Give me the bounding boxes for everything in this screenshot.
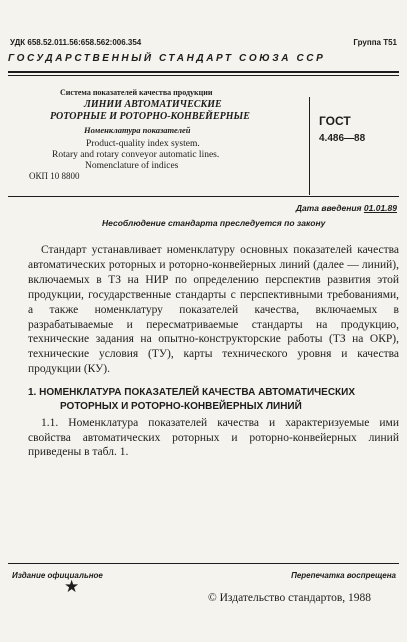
okp-code: ОКП 10 8800 <box>29 171 80 181</box>
english-title-line-2: Rotary and rotary conveyor automatic lines. <box>52 150 220 160</box>
english-title-line-3: Nomenclature of indices <box>85 161 179 171</box>
footer-rule <box>8 563 399 564</box>
effective-date <box>296 203 397 213</box>
effective-date-value: 01.01.89 <box>363 203 397 213</box>
section-paragraph <box>28 416 399 460</box>
law-notice: Несоблюдение стандарта преследуется по закону <box>102 218 326 228</box>
udk-code: УДК 658.52.011.56:658.562:006.354 <box>10 38 142 47</box>
system-line: Система показателей качества продукции <box>60 88 213 97</box>
title-block-rule <box>8 196 399 197</box>
title-line-2: РОТОРНЫЕ И РОТОРНО-КОНВЕЙЕРНЫЕ <box>50 111 250 122</box>
header-rule-thick <box>8 71 399 73</box>
copyright: © Издательство стандартов, 1988 <box>208 592 372 604</box>
title-line-1: ЛИНИИ АВТОМАТИЧЕСКИЕ <box>84 99 222 110</box>
header-rule-thin <box>8 75 399 76</box>
section-heading-line-1: 1. НОМЕНКЛАТУРА ПОКАЗАТЕЛЕЙ КАЧЕСТВА АВТОМАТИЧЕСКИХ <box>28 387 356 398</box>
gost-label: ГОСТ <box>319 114 351 128</box>
english-title-line-1: Product-quality index system. <box>86 139 200 149</box>
state-standard-banner: ГОСУДАРСТВЕННЫЙ СТАНДАРТ СОЮЗА ССР <box>8 53 326 64</box>
effective-date-label: Дата введения <box>295 203 362 213</box>
section-heading <box>28 386 399 413</box>
group-code: Группа Т51 <box>353 38 397 47</box>
intro-paragraph-text: Стандарт устанавливает номенклатуру основных показателей качества автоматических роторных и роторно-конвейерных линий (далее — линий), включаемых в ТЗ на НИР по определению перспектив развития этой продукции, государственные стандарты с перспективными требованиями, а также номенклатуру показателей качества, включаемых в разрабатываемые и пересматриваемые стандарты на продукцию, технические задания на опытно-конструкторские работы (ТЗ на ОКР), технические условия (ТУ), карты технического уровня и качества продукции (КУ). <box>28 244 399 376</box>
gost-number: 4.486—88 <box>319 133 366 144</box>
section-paragraph-text: 1.1. Номенклатура показателей качества и характеризуемые ими свойства автоматических роторных и роторно-конвейерных линий приведены в табл. 1. <box>28 417 399 458</box>
section-heading-line-2: РОТОРНЫХ И РОТОРНО-КОНВЕЙЕРНЫХ ЛИНИЙ <box>60 400 302 412</box>
intro-paragraph <box>28 243 399 377</box>
subtitle: Номенклатура показателей <box>84 125 191 135</box>
official-edition: Издание официальное <box>12 571 103 580</box>
star-icon: ★ <box>64 577 80 597</box>
reprint-notice: Перепечатка воспрещена <box>291 571 396 580</box>
title-block-divider <box>309 97 310 195</box>
